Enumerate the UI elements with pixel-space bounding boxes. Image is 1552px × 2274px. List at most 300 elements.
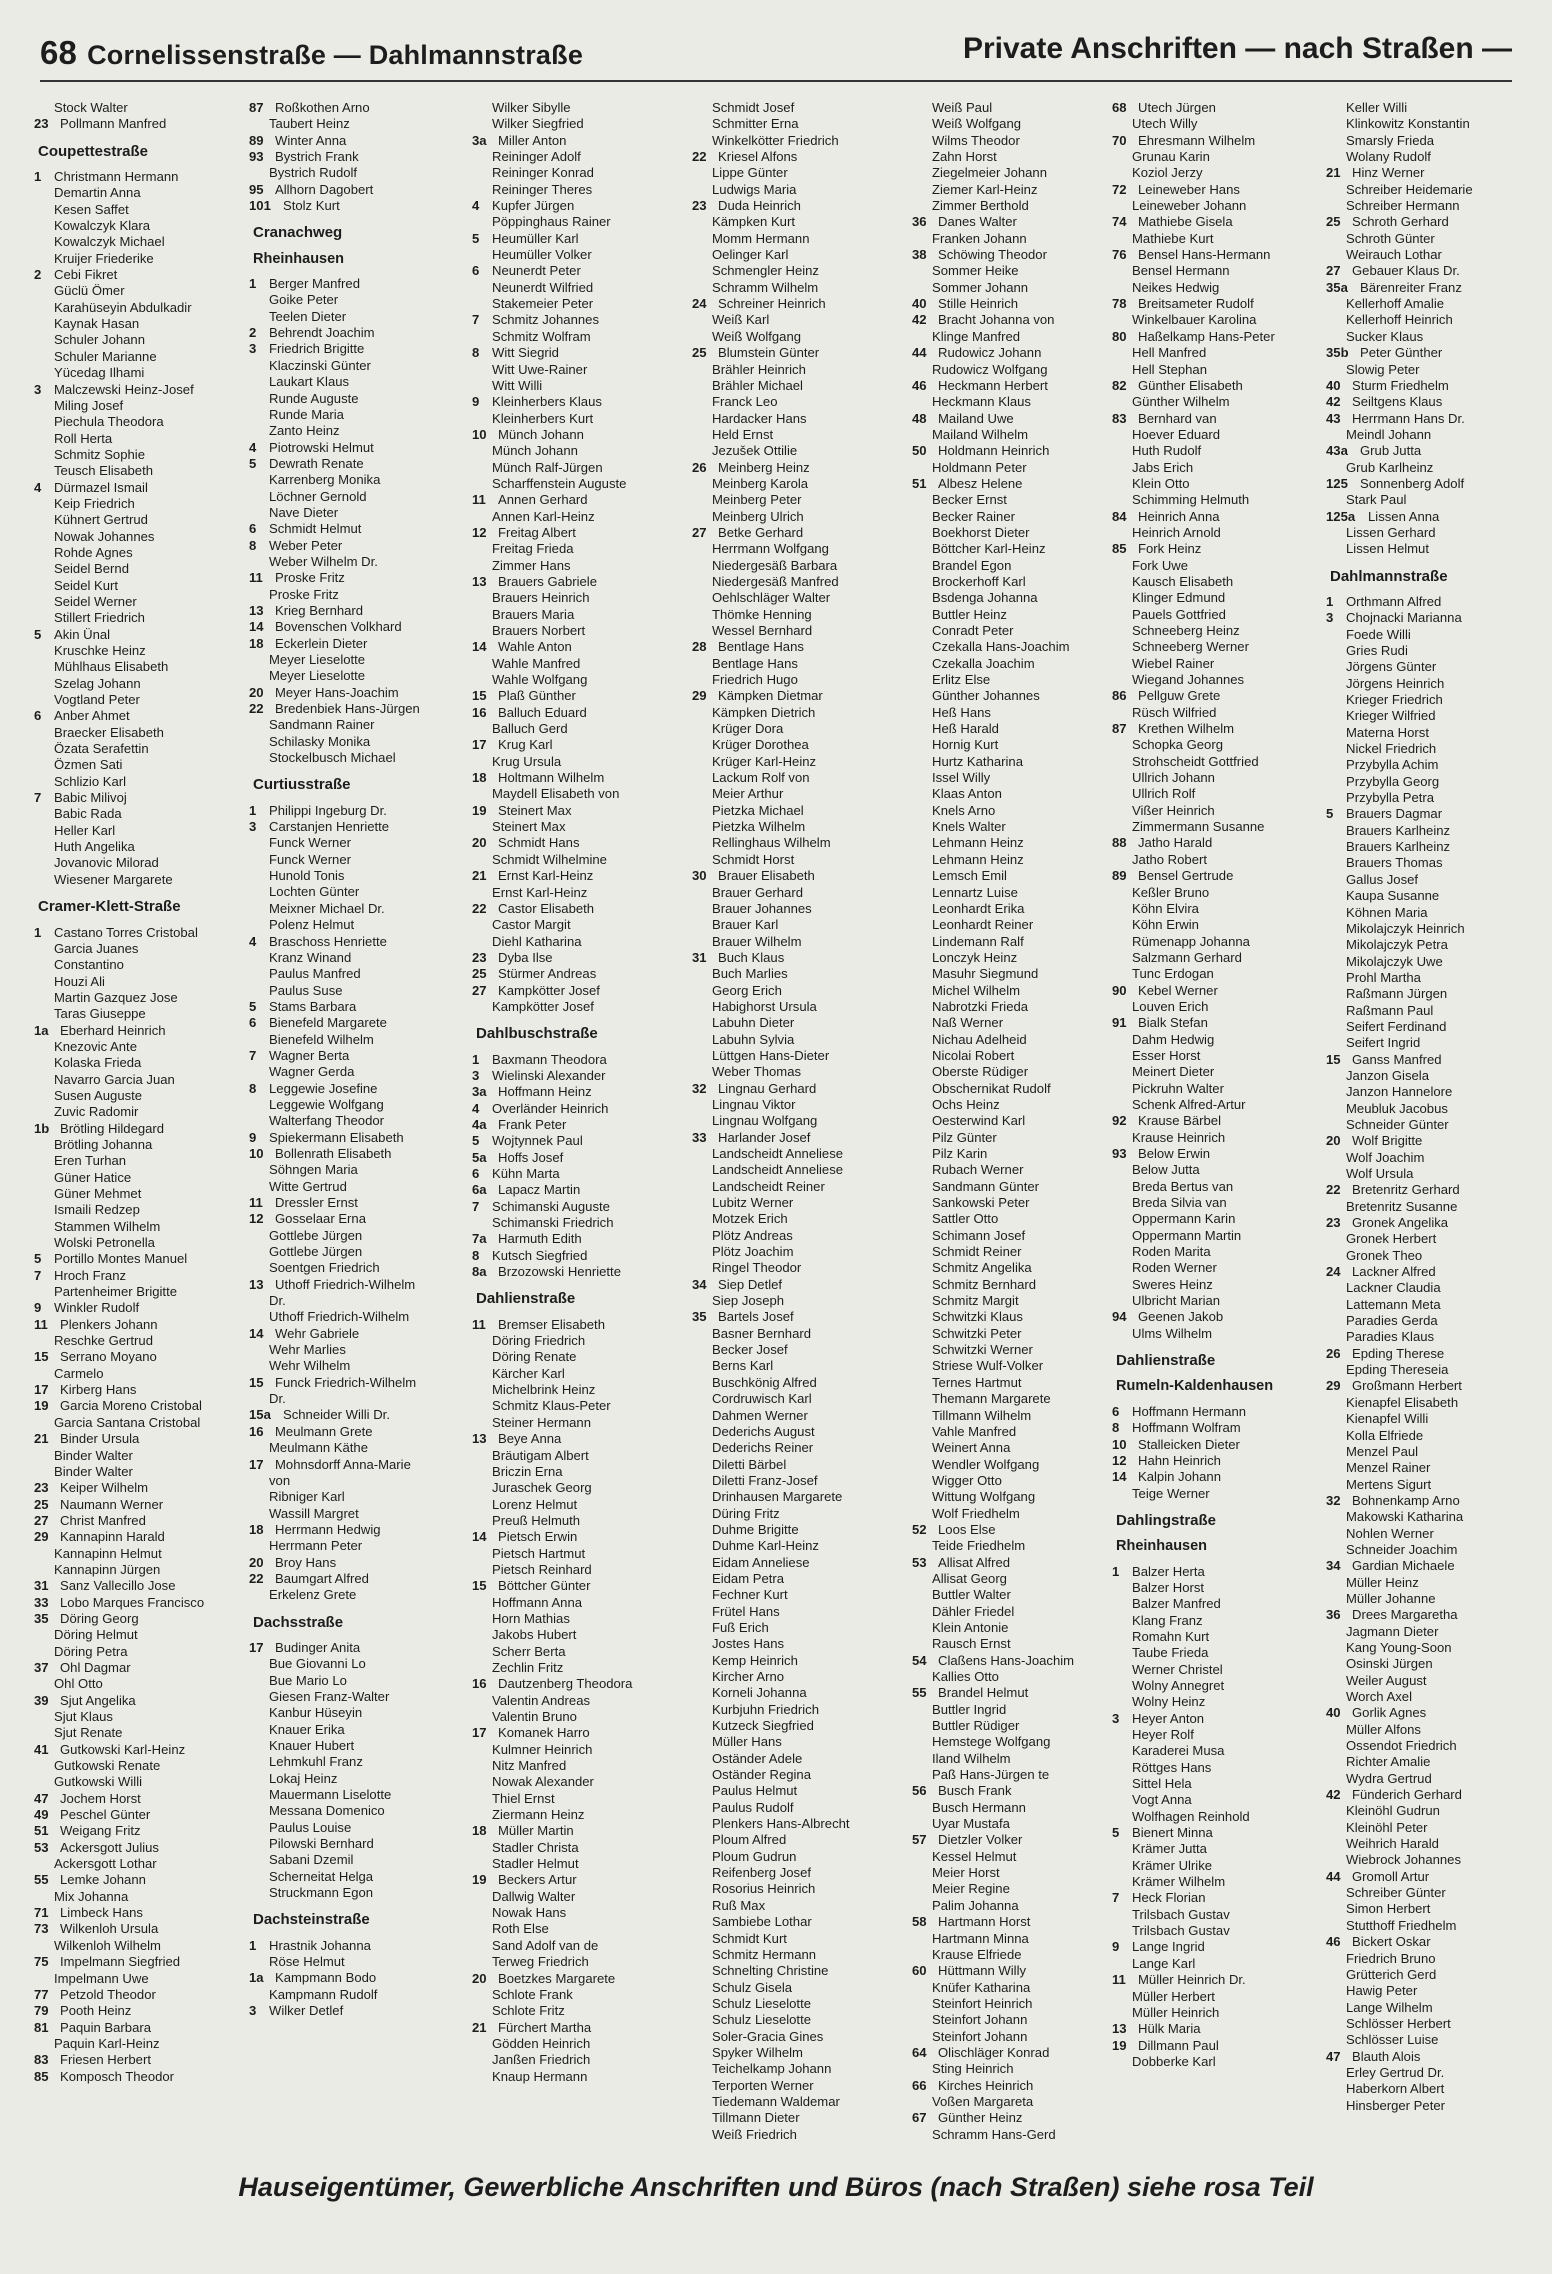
street-heading: Curtiusstraße: [253, 776, 351, 794]
resident-entry: [472, 1067, 681, 1084]
resident-name: Schramm Hans-Gerd: [932, 2126, 1056, 2142]
resident-name: Janzon Hannelore: [1346, 1084, 1453, 1100]
resident-entry: [472, 704, 681, 721]
resident-entry: [916, 623, 1121, 639]
resident-entry: [696, 1587, 901, 1603]
resident-entry: [249, 1145, 458, 1162]
house-number: 3: [249, 2003, 257, 2019]
house-number: 5: [472, 230, 480, 246]
resident-name: Stark Paul: [1346, 492, 1407, 508]
resident-entry: [1326, 1133, 1535, 1149]
resident-name: Sturm Friedhelm: [1352, 377, 1449, 393]
resident-name: Kärcher Karl: [492, 1365, 565, 1381]
resident-name: Ploum Gudrun: [712, 1848, 797, 1864]
directory-column: [34, 100, 243, 2115]
resident-entry: [696, 623, 901, 639]
resident-name: Polenz Helmut: [269, 917, 355, 933]
resident-name: Holdmann Peter: [932, 459, 1027, 475]
resident-entry: [696, 312, 901, 328]
resident-name: Heß Harald: [932, 721, 999, 737]
resident-entry: [1116, 1326, 1321, 1342]
resident-entry: [253, 1244, 458, 1260]
resident-name: Rohde Agnes: [54, 544, 133, 560]
resident-name: Impelmann Uwe: [54, 1970, 149, 1986]
resident-name: Wolfhagen Reinhold: [1132, 1808, 1250, 1824]
resident-name: Zuvic Radomir: [54, 1104, 139, 1120]
resident-name: Wojtynnek Paul: [492, 1133, 583, 1149]
resident-entry: [38, 872, 243, 888]
resident-entry: [916, 149, 1121, 165]
resident-entry: [916, 1015, 1121, 1031]
resident-name: Schimanski Auguste: [492, 1198, 610, 1214]
resident-name: Kannapinn Helmut: [54, 1545, 162, 1561]
resident-entry: [696, 231, 901, 247]
resident-name: Müller Martin: [498, 1823, 574, 1839]
resident-entry: [253, 1738, 458, 1754]
house-number: 89: [249, 132, 264, 148]
resident-entry: [472, 1264, 681, 1280]
resident-name: Pilz Günter: [932, 1129, 997, 1145]
resident-entry: [916, 1636, 1121, 1652]
resident-entry: [696, 182, 901, 198]
resident-name: Krause Bärbel: [1138, 1113, 1221, 1129]
resident-name: Nitz Manfred: [492, 1758, 567, 1774]
resident-name: Hawig Peter: [1346, 1983, 1418, 1999]
resident-name: Wiebrock Johannes: [1346, 1852, 1461, 1868]
resident-name: Heumüller Volker: [492, 247, 592, 263]
resident-name: Michelbrink Heinz: [492, 1382, 596, 1398]
house-number: 36: [1326, 1607, 1341, 1623]
resident-name: Schwitzki Klaus: [932, 1309, 1023, 1325]
resident-name: Wolf Joachim: [1346, 1149, 1425, 1165]
resident-entry: [916, 1228, 1121, 1244]
resident-name: Paulus Suse: [269, 982, 343, 998]
house-number: 40: [912, 296, 927, 312]
house-number: 9: [1112, 1939, 1120, 1955]
resident-name: Duda Heinrich: [718, 198, 801, 214]
resident-name: Klein Antonie: [932, 1619, 1009, 1635]
resident-entry: [38, 1889, 243, 1905]
resident-entry: [38, 1758, 243, 1774]
resident-entry: [476, 999, 681, 1015]
resident-entry: [38, 676, 243, 692]
resident-entry: [1116, 737, 1321, 753]
resident-name: Stutthoff Friedhelm: [1346, 1917, 1457, 1933]
resident-name: Schimanski Friedrich: [492, 1215, 614, 1231]
resident-entry: [912, 2110, 1121, 2126]
resident-name: Sjut Klaus: [54, 1709, 113, 1724]
resident-entry: [916, 1931, 1121, 1947]
resident-entry: [253, 374, 458, 390]
resident-name: Schwitzki Werner: [932, 1342, 1033, 1358]
house-number: 17: [34, 1382, 49, 1398]
resident-name: Schmitter Erna: [712, 116, 799, 132]
resident-entry: [253, 1473, 458, 1489]
house-number: 8: [472, 1247, 480, 1263]
resident-entry: [916, 1457, 1121, 1473]
resident-entry: [696, 1783, 901, 1799]
resident-name: Pilz Karin: [932, 1146, 988, 1161]
resident-entry: [916, 1309, 1121, 1325]
house-number: 51: [34, 1823, 49, 1839]
resident-entry: [253, 1113, 458, 1129]
house-number: 79: [34, 2003, 49, 2019]
resident-entry: [696, 1702, 901, 1718]
resident-name: Knauer Hubert: [269, 1738, 355, 1753]
resident-entry: [253, 652, 458, 668]
resident-name: Prohl Martha: [1346, 969, 1421, 985]
resident-entry: [1330, 1248, 1535, 1264]
resident-name: Leggewie Wolfgang: [269, 1096, 384, 1112]
house-number: 72: [1112, 181, 1127, 197]
resident-name: Özata Serafettin: [54, 741, 149, 757]
house-number: 78: [1112, 296, 1127, 312]
resident-name: Krieg Bernhard: [275, 602, 364, 618]
resident-entry: [476, 1954, 681, 1970]
resident-name: Wahle Manfred: [492, 655, 581, 671]
resident-name: Nickel Friedrich: [1346, 741, 1437, 757]
resident-entry: [1330, 1003, 1535, 1019]
resident-entry: [1330, 1280, 1535, 1296]
resident-name: Stadler Helmut: [492, 1856, 579, 1872]
resident-name: Witt Siegrid: [492, 345, 559, 361]
resident-name: Raßmann Paul: [1346, 1002, 1434, 1018]
resident-entry: [472, 345, 681, 361]
resident-name: Schroth Günter: [1346, 230, 1435, 246]
resident-entry: [696, 656, 901, 672]
resident-name: Valentin Andreas: [492, 1692, 591, 1708]
resident-name: Lackner Claudia: [1346, 1280, 1441, 1296]
resident-name: Naß Werner: [932, 1015, 1004, 1031]
resident-name: Nicolai Robert: [932, 1047, 1015, 1063]
house-number: 1b: [34, 1120, 50, 1136]
resident-name: Steinfort Heinrich: [932, 1995, 1033, 2011]
resident-name: Teige Werner: [1132, 1485, 1210, 1501]
house-number: 12: [1112, 1452, 1127, 1468]
resident-entry: [696, 1571, 901, 1587]
resident-entry: [696, 1408, 901, 1424]
house-number: 40: [1326, 1705, 1341, 1721]
resident-name: Bystrich Frank: [275, 149, 359, 165]
resident-entry: [1116, 525, 1321, 541]
resident-name: Brzozowski Henriette: [498, 1264, 621, 1280]
resident-entry: [249, 1937, 458, 1954]
resident-entry: [696, 2012, 901, 2028]
resident-entry: [476, 786, 681, 802]
resident-name: Dyba Ilse: [498, 949, 553, 965]
resident-name: Krieger Wilfried: [1346, 708, 1436, 724]
resident-entry: [1330, 1019, 1535, 1035]
resident-name: Sjut Angelika: [60, 1692, 136, 1708]
resident-entry: [1112, 1825, 1321, 1841]
resident-name: Klaas Anton: [932, 786, 1002, 802]
resident-entry: [34, 790, 243, 806]
resident-name: Sjut Renate: [54, 1725, 123, 1741]
resident-entry: [34, 1872, 243, 1888]
resident-entry: [696, 1375, 901, 1391]
resident-entry: [916, 1751, 1121, 1767]
resident-entry: [1330, 2065, 1535, 2081]
resident-name: Döring Friedrich: [492, 1333, 586, 1349]
resident-entry: [476, 1546, 681, 1562]
resident-name: Blauth Alois: [1352, 2048, 1421, 2064]
resident-entry: [916, 1849, 1121, 1865]
resident-name: Heinrich Arnold: [1132, 524, 1221, 540]
house-number: 21: [1326, 165, 1341, 181]
resident-name: Buch Klaus: [718, 949, 785, 965]
resident-entry: [1116, 231, 1321, 247]
resident-entry: [1112, 1563, 1321, 1580]
resident-entry: [34, 2068, 243, 2085]
resident-entry: [253, 983, 458, 999]
house-number: 80: [1112, 328, 1127, 344]
resident-name: Klinger Edmund: [1132, 590, 1226, 606]
resident-entry: [1116, 1792, 1321, 1808]
resident-name: Hinsberger Peter: [1346, 2097, 1445, 2113]
house-number: 53: [912, 1554, 927, 1570]
resident-entry: [696, 1767, 901, 1783]
resident-entry: [696, 2045, 901, 2061]
resident-entry: [916, 656, 1121, 672]
house-number: 13: [472, 1431, 487, 1447]
resident-entry: [253, 116, 458, 132]
resident-entry: [1112, 868, 1321, 884]
resident-name: Brötling Johanna: [54, 1136, 153, 1152]
resident-entry: [472, 1100, 681, 1117]
resident-entry: [696, 2127, 901, 2143]
resident-name: Tillmann Dieter: [712, 2110, 800, 2126]
resident-entry: [1330, 855, 1535, 871]
resident-entry: [476, 1660, 681, 1676]
resident-name: Herrmann Hans Dr.: [1352, 410, 1465, 426]
resident-name: Rümenapp Johanna: [1132, 933, 1250, 949]
resident-entry: [253, 1358, 458, 1374]
resident-entry: [38, 234, 243, 250]
resident-entry: [476, 214, 681, 230]
resident-name: Wilms Theodor: [932, 132, 1020, 148]
resident-name: Buttler Walter: [932, 1587, 1011, 1603]
resident-entry: [1116, 198, 1321, 214]
resident-entry: [1112, 2037, 1321, 2054]
resident-entry: [1330, 149, 1535, 165]
resident-entry: [472, 394, 681, 410]
resident-entry: [34, 1480, 243, 1496]
resident-name: Krug Ursula: [492, 753, 562, 769]
section-title: Private Anschriften — nach Straßen —: [962, 32, 1512, 65]
resident-entry: [476, 362, 681, 378]
resident-entry: [696, 329, 901, 345]
house-number: 15: [34, 1349, 49, 1365]
resident-name: Müller Herbert: [1132, 1988, 1215, 2004]
resident-entry: [1116, 1293, 1321, 1309]
house-number: 42: [1326, 1787, 1341, 1803]
resident-name: Schneeberg Heinz: [1132, 623, 1240, 638]
house-number: 75: [34, 1954, 49, 1970]
resident-entry: [692, 868, 901, 884]
resident-name: Harlander Josef: [718, 1129, 811, 1145]
resident-name: Böttcher Günter: [498, 1578, 591, 1594]
resident-name: Mauermann Liselotte: [269, 1787, 392, 1803]
resident-name: Bovenschen Volkhard: [275, 619, 402, 635]
directory-column: [912, 100, 1121, 2142]
resident-name: Ziemer Karl-Heinz: [932, 181, 1038, 197]
resident-entry: [1112, 410, 1321, 427]
house-number: 1: [34, 924, 42, 940]
house-number: 22: [472, 900, 487, 916]
resident-name: Nave Dieter: [269, 504, 339, 520]
resident-name: Zahn Horst: [932, 149, 997, 165]
resident-name: Slowig Peter: [1346, 361, 1420, 377]
resident-entry: [696, 247, 901, 263]
resident-entry: [1326, 1215, 1535, 1231]
resident-entry: [916, 1293, 1121, 1309]
resident-entry: [1112, 1710, 1321, 1727]
resident-entry: [696, 966, 901, 982]
resident-name: Lehmann Heinz: [932, 851, 1024, 867]
resident-name: Gardian Michaele: [1352, 1558, 1455, 1574]
resident-entry: [916, 1424, 1121, 1440]
resident-entry: [916, 672, 1121, 688]
resident-entry: [696, 737, 901, 753]
resident-name: Uthoff Friedrich-Wilhelm: [269, 1309, 410, 1325]
resident-entry: [38, 349, 243, 365]
house-number: 32: [1326, 1492, 1341, 1508]
resident-name: Drinhausen Margarete: [712, 1489, 843, 1505]
resident-entry: [1330, 970, 1535, 986]
resident-entry: [696, 1326, 901, 1342]
resident-entry: [696, 1653, 901, 1669]
resident-entry: [38, 610, 243, 626]
resident-entry: [253, 950, 458, 966]
resident-entry: [472, 1676, 681, 1692]
resident-name: Klang Franz: [1132, 1612, 1203, 1628]
resident-entry: [472, 1823, 681, 1839]
house-number: 64: [912, 2044, 927, 2060]
resident-entry: [249, 1521, 458, 1538]
resident-entry: [476, 165, 681, 181]
resident-name: Lehmkuhl Franz: [269, 1754, 363, 1770]
house-number: 46: [1326, 1934, 1341, 1950]
house-number: 84: [1112, 508, 1127, 524]
resident-name: Ribniger Karl: [269, 1489, 345, 1505]
resident-name: Kausch Elisabeth: [1132, 573, 1234, 589]
resident-name: Güclü Ömer: [54, 283, 125, 299]
resident-name: Claßens Hans-Joachim: [938, 1652, 1075, 1668]
resident-name: Pietzka Wilhelm: [712, 819, 806, 835]
resident-name: Kleinherbers Kurt: [492, 410, 594, 426]
resident-name: Below Erwin: [1138, 1146, 1211, 1161]
house-number: 93: [1112, 1146, 1127, 1161]
resident-entry: [1116, 999, 1321, 1015]
house-number: 6: [249, 521, 257, 537]
resident-name: Gutkowski Willi: [54, 1774, 143, 1790]
resident-name: Frank Peter: [498, 1116, 567, 1132]
house-number: 31: [34, 1578, 49, 1594]
resident-entry: [1330, 627, 1535, 643]
resident-name: Makowski Katharina: [1346, 1509, 1464, 1525]
resident-entry: [1330, 362, 1535, 378]
resident-entry: [476, 378, 681, 394]
house-number: 21: [34, 1431, 49, 1447]
resident-entry: [1112, 247, 1321, 263]
resident-name: Dautzenberg Theodora: [498, 1676, 633, 1692]
resident-name: Petzold Theodor: [60, 1986, 156, 2002]
resident-name: Bensel Hans-Hermann: [1138, 247, 1271, 263]
resident-name: Reschke Gertrud: [54, 1333, 153, 1349]
resident-entry: [34, 1954, 243, 1970]
resident-name: Bremser Elisabeth: [498, 1316, 605, 1332]
resident-name: Jatho Robert: [1132, 851, 1207, 867]
resident-name: Kienapfel Elisabeth: [1346, 1394, 1459, 1410]
resident-name: Schenk Alfred-Artur: [1132, 1096, 1246, 1112]
resident-entry: [38, 251, 243, 267]
resident-name: Funck Friedrich-Wilhelm: [275, 1374, 417, 1390]
resident-entry: [249, 455, 458, 472]
resident-name: Lemke Johann: [60, 1872, 146, 1888]
resident-entry: [916, 574, 1121, 590]
resident-entry: [1330, 839, 1535, 855]
resident-name: Castor Margit: [492, 917, 571, 933]
resident-entry: [34, 116, 243, 132]
resident-name: Harmuth Edith: [498, 1231, 582, 1247]
street-heading: Dachsstraße: [253, 1613, 344, 1631]
resident-entry: [1330, 1624, 1535, 1640]
resident-name: Dietzler Volker: [938, 1832, 1023, 1848]
resident-entry: [916, 1489, 1121, 1505]
resident-entry: [916, 116, 1121, 132]
resident-entry: [38, 1464, 243, 1480]
resident-entry: [38, 990, 243, 1006]
resident-name: Goike Peter: [269, 292, 339, 308]
resident-entry: [696, 411, 901, 427]
house-number: 83: [1112, 410, 1127, 426]
resident-name: Kannapinn Harald: [60, 1529, 165, 1545]
house-number: 9: [34, 1300, 42, 1316]
house-number: 11: [249, 1195, 263, 1210]
resident-name: Limbeck Hans: [60, 1905, 143, 1921]
resident-entry: [1330, 1901, 1535, 1917]
resident-name: Piechula Theodora: [54, 414, 164, 430]
resident-name: Röttges Hans: [1132, 1759, 1212, 1775]
resident-entry: [38, 839, 243, 855]
resident-name: Steiner Hermann: [492, 1414, 591, 1430]
resident-entry: [476, 1627, 681, 1643]
resident-name: Oständer Regina: [712, 1767, 811, 1783]
resident-entry: [249, 198, 458, 214]
resident-name: Neikes Hedwig: [1132, 279, 1220, 295]
resident-name: Reininger Theres: [492, 181, 593, 197]
house-number: 7: [34, 790, 42, 806]
resident-name: Zanto Heinz: [269, 423, 340, 439]
resident-entry: [696, 133, 901, 149]
resident-name: Struckmann Egon: [269, 1885, 374, 1901]
resident-name: Brähler Heinrich: [712, 361, 806, 377]
house-number: 22: [692, 149, 707, 165]
resident-name: Taras Giuseppe: [54, 1006, 146, 1022]
resident-name: Bohnenkamp Arno: [1352, 1492, 1460, 1508]
house-number: 9: [249, 1129, 257, 1145]
resident-entry: [916, 966, 1121, 982]
resident-name: Weigang Fritz: [60, 1823, 141, 1839]
street-range: Cornelissenstraße — Dahlmannstraße: [87, 40, 584, 70]
resident-name: Heck Florian: [1132, 1890, 1206, 1906]
resident-entry: [916, 1179, 1121, 1195]
house-number: 11: [472, 1316, 486, 1332]
house-number: 3: [249, 819, 257, 835]
resident-entry: [1112, 214, 1321, 230]
resident-entry: [696, 2094, 901, 2110]
resident-entry: [1116, 1907, 1321, 1923]
